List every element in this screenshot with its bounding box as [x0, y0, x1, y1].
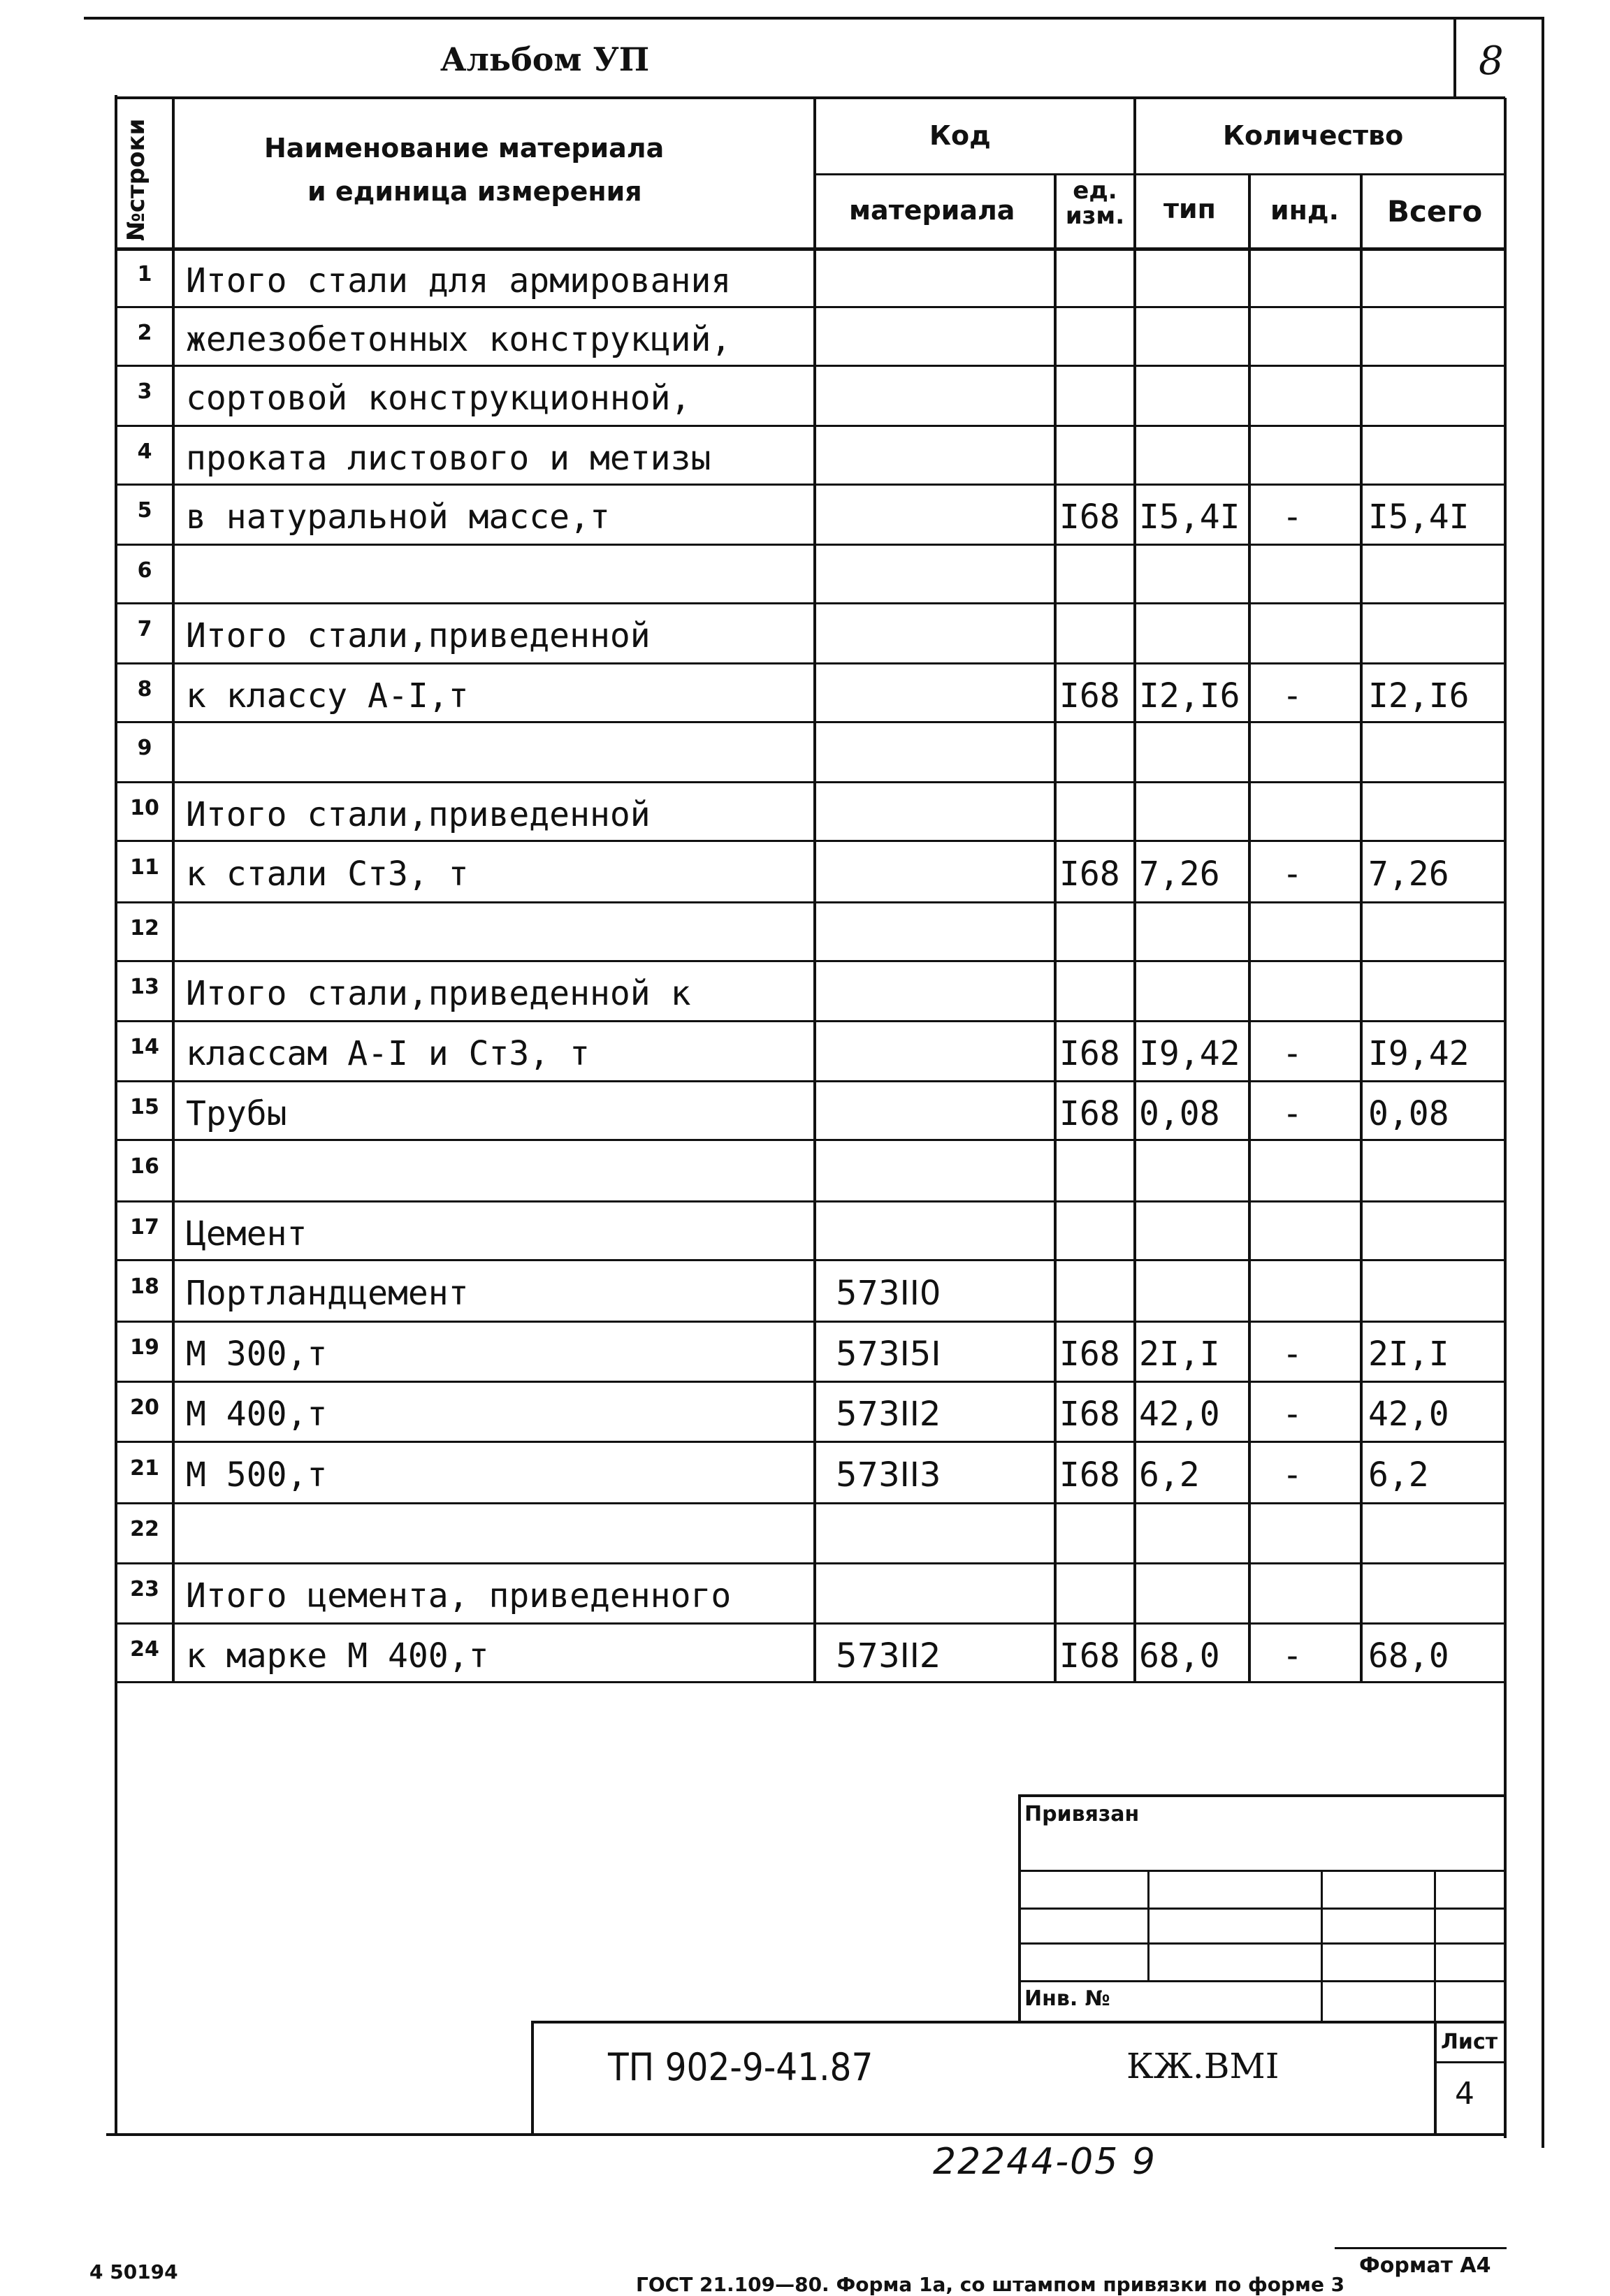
qty-total: 2I,I: [1368, 1335, 1449, 1374]
row-line: [116, 901, 1505, 903]
header-mid-line: [813, 173, 1505, 175]
qty-type: I5,4I: [1139, 497, 1240, 537]
material-code: 573II2: [836, 1636, 941, 1676]
qty-ind: -: [1282, 1034, 1303, 1073]
qty-total: I5,4I: [1368, 497, 1470, 537]
unit-code: I68: [1059, 676, 1120, 715]
stamp-attached-line2: [1018, 1908, 1505, 1910]
qty-type: 0,08: [1139, 1094, 1220, 1133]
stamp-inv-label: Инв. №: [1024, 1986, 1110, 2011]
material-code: 573II2: [836, 1395, 941, 1434]
material-code: 573I5I: [836, 1335, 941, 1374]
qty-total: 7,26: [1368, 855, 1449, 894]
frame-right-outer: [1542, 17, 1544, 2148]
stamp-sheet-divider: [1434, 2061, 1505, 2063]
row-number: 12: [130, 916, 159, 940]
unit-code: I68: [1059, 1335, 1120, 1374]
row-line: [116, 602, 1505, 604]
material-name: сортовой конструкционной,: [186, 379, 691, 418]
col-line-qty: [1133, 96, 1136, 1681]
header-qty-ind: инд.: [1270, 195, 1340, 226]
row-line: [116, 721, 1505, 723]
material-name: к классу А-I,т: [186, 676, 469, 715]
qty-total: 68,0: [1368, 1636, 1449, 1676]
row-number: 19: [130, 1335, 159, 1360]
row-number: 22: [130, 1517, 159, 1541]
header-name-line1: Наименование материала: [264, 133, 665, 164]
stamp-attached-line1: [1018, 1870, 1505, 1872]
stamp-main-left: [531, 2021, 534, 2135]
header-qty-type: тип: [1163, 194, 1216, 224]
material-name: Портландцемент: [186, 1274, 469, 1313]
row-line: [116, 960, 1505, 962]
row-line: [116, 840, 1505, 842]
row-line: [116, 1441, 1505, 1443]
row-number: 4: [137, 439, 152, 464]
row-line: [116, 1139, 1505, 1141]
row-line: [116, 544, 1505, 546]
row-number: 24: [130, 1637, 159, 1662]
row-number: 3: [137, 379, 152, 404]
stamp-doc-number: ТП 902-9-41.87: [608, 2045, 873, 2089]
qty-ind: -: [1282, 1335, 1303, 1374]
qty-type: 42,0: [1139, 1395, 1220, 1434]
frame-bottom: [106, 2133, 1507, 2136]
material-name: Итого цемента, приведенного: [186, 1576, 732, 1615]
qty-ind: -: [1282, 676, 1303, 715]
row-line: [116, 1259, 1505, 1261]
material-name: в натуральной массе,т: [186, 497, 610, 537]
row-number: 6: [137, 558, 152, 583]
material-name: М 500,т: [186, 1455, 328, 1495]
stamp-sheet-number: 4: [1455, 2076, 1474, 2112]
header-name-line2: и единица измерения: [307, 176, 642, 207]
row-number: 1: [137, 262, 152, 286]
left-code: 4 50194: [89, 2260, 178, 2283]
row-number: 16: [130, 1154, 159, 1179]
qty-type: 6,2: [1139, 1455, 1200, 1495]
qty-type: I2,I6: [1139, 676, 1240, 715]
row-number: 5: [137, 498, 152, 523]
stamp-doc-code: КЖ.ВМI: [1126, 2046, 1279, 2086]
material-name: Трубы: [186, 1094, 287, 1133]
unit-code: I68: [1059, 1034, 1120, 1073]
format-underline: [1335, 2247, 1507, 2249]
row-number: 14: [130, 1035, 159, 1059]
material-name: Итого стали,приведенной: [186, 795, 651, 834]
stamp-sheet-label: Лист: [1441, 2030, 1498, 2054]
stamp-attached-line4: [1018, 1980, 1505, 1982]
handwritten-number: 22244-05 9: [933, 2141, 1156, 2183]
row-number: 8: [137, 677, 152, 702]
col-line-total: [1360, 173, 1363, 1681]
row-number: 9: [137, 736, 152, 760]
qty-ind: -: [1282, 855, 1303, 894]
qty-total: 0,08: [1368, 1094, 1449, 1133]
row-line: [116, 781, 1505, 783]
unit-code: I68: [1059, 1395, 1120, 1434]
qty-type: I9,42: [1139, 1034, 1240, 1073]
qty-ind: -: [1282, 1395, 1303, 1434]
table-top-line: [116, 96, 1505, 99]
row-line: [116, 662, 1505, 664]
material-name: Итого стали,приведенной: [186, 616, 651, 655]
material-name: железобетонных конструкций,: [186, 320, 732, 359]
qty-ind: -: [1282, 1455, 1303, 1495]
col-line-code: [813, 96, 816, 1681]
qty-type: 68,0: [1139, 1636, 1220, 1676]
stamp-attached-left: [1018, 1796, 1021, 2023]
qty-total: I9,42: [1368, 1034, 1470, 1073]
stamp-attached-label: Привязан: [1024, 1802, 1140, 1826]
header-code-group: Код: [929, 120, 991, 151]
top-border: [84, 17, 1544, 20]
row-line: [116, 306, 1505, 308]
row-number: 11: [130, 855, 159, 880]
header-code-material: материала: [849, 195, 1015, 226]
material-name: Цемент: [186, 1214, 307, 1254]
qty-total: I2,I6: [1368, 676, 1470, 715]
header-qty-total: Всего: [1387, 194, 1483, 228]
stamp-sheet-left: [1434, 2021, 1437, 2135]
row-line: [116, 365, 1505, 367]
col-line-name: [172, 96, 175, 1681]
material-code: 573II3: [836, 1455, 941, 1495]
qty-total: 42,0: [1368, 1395, 1449, 1434]
row-line: [116, 425, 1505, 427]
row-line: [116, 1562, 1505, 1564]
corner-box-left: [1453, 20, 1456, 98]
col-line-ind: [1248, 173, 1251, 1681]
qty-ind: -: [1282, 1636, 1303, 1676]
header-row-number: №строки: [122, 118, 150, 241]
qty-total: 6,2: [1368, 1455, 1429, 1495]
row-number: 13: [130, 975, 159, 999]
material-name: М 300,т: [186, 1335, 328, 1374]
material-name: Итого стали,приведенной к: [186, 974, 691, 1013]
row-number: 21: [130, 1456, 159, 1481]
stamp-attached-vline1: [1147, 1871, 1150, 1980]
material-code: 573II0: [836, 1274, 941, 1313]
qty-ind: -: [1282, 1094, 1303, 1133]
row-line: [116, 1681, 1505, 1683]
qty-type: 2I,I: [1139, 1335, 1220, 1374]
row-number: 23: [130, 1577, 159, 1601]
row-number: 17: [130, 1215, 159, 1240]
qty-ind: -: [1282, 497, 1303, 537]
row-line: [116, 1200, 1505, 1203]
row-line: [116, 1622, 1505, 1625]
row-line: [116, 1020, 1505, 1022]
material-name: классам А-I и Ст3, т: [186, 1034, 590, 1073]
row-line: [116, 1080, 1505, 1082]
header-qty-group: Количество: [1223, 120, 1404, 151]
stamp-attached-vline3: [1434, 1871, 1436, 2022]
header-code-unit: [1064, 179, 1126, 228]
col-line-unit: [1054, 173, 1057, 1681]
unit-code: I68: [1059, 1455, 1120, 1495]
material-name: М 400,т: [186, 1395, 328, 1434]
sheet-corner-number: 8: [1479, 38, 1504, 84]
row-line: [116, 1502, 1505, 1504]
stamp-attached-top: [1018, 1794, 1505, 1797]
stamp-main-top: [531, 2021, 1505, 2023]
header-code-unit-text: ед. изм.: [1065, 177, 1125, 230]
row-number: 20: [130, 1395, 159, 1420]
row-number: 10: [130, 796, 159, 820]
material-name: проката листового и метизы: [186, 439, 711, 478]
row-line: [116, 1381, 1505, 1383]
row-number: 7: [137, 617, 152, 641]
material-name: Итого стали для армирования: [186, 261, 732, 300]
material-name: к стали Ст3, т: [186, 855, 469, 894]
row-number: 2: [137, 321, 152, 345]
row-number: 18: [130, 1274, 159, 1299]
unit-code: I68: [1059, 1636, 1120, 1676]
unit-code: I68: [1059, 855, 1120, 894]
gost-note: ГОСТ 21.109—80. Форма 1а, со штампом привязки по форме 3: [636, 2273, 1345, 2296]
row-line: [116, 247, 1505, 251]
stamp-attached-line3: [1018, 1942, 1505, 1945]
unit-code: I68: [1059, 1094, 1120, 1133]
row-line: [116, 1321, 1505, 1323]
qty-type: 7,26: [1139, 855, 1220, 894]
material-name: к марке М 400,т: [186, 1636, 489, 1676]
unit-code: I68: [1059, 497, 1120, 537]
row-number: 15: [130, 1095, 159, 1119]
stamp-attached-vline2: [1321, 1871, 1323, 2022]
row-line: [116, 484, 1505, 486]
format-label: Формат А4: [1359, 2253, 1491, 2278]
album-title: Альбом УП: [440, 41, 650, 78]
